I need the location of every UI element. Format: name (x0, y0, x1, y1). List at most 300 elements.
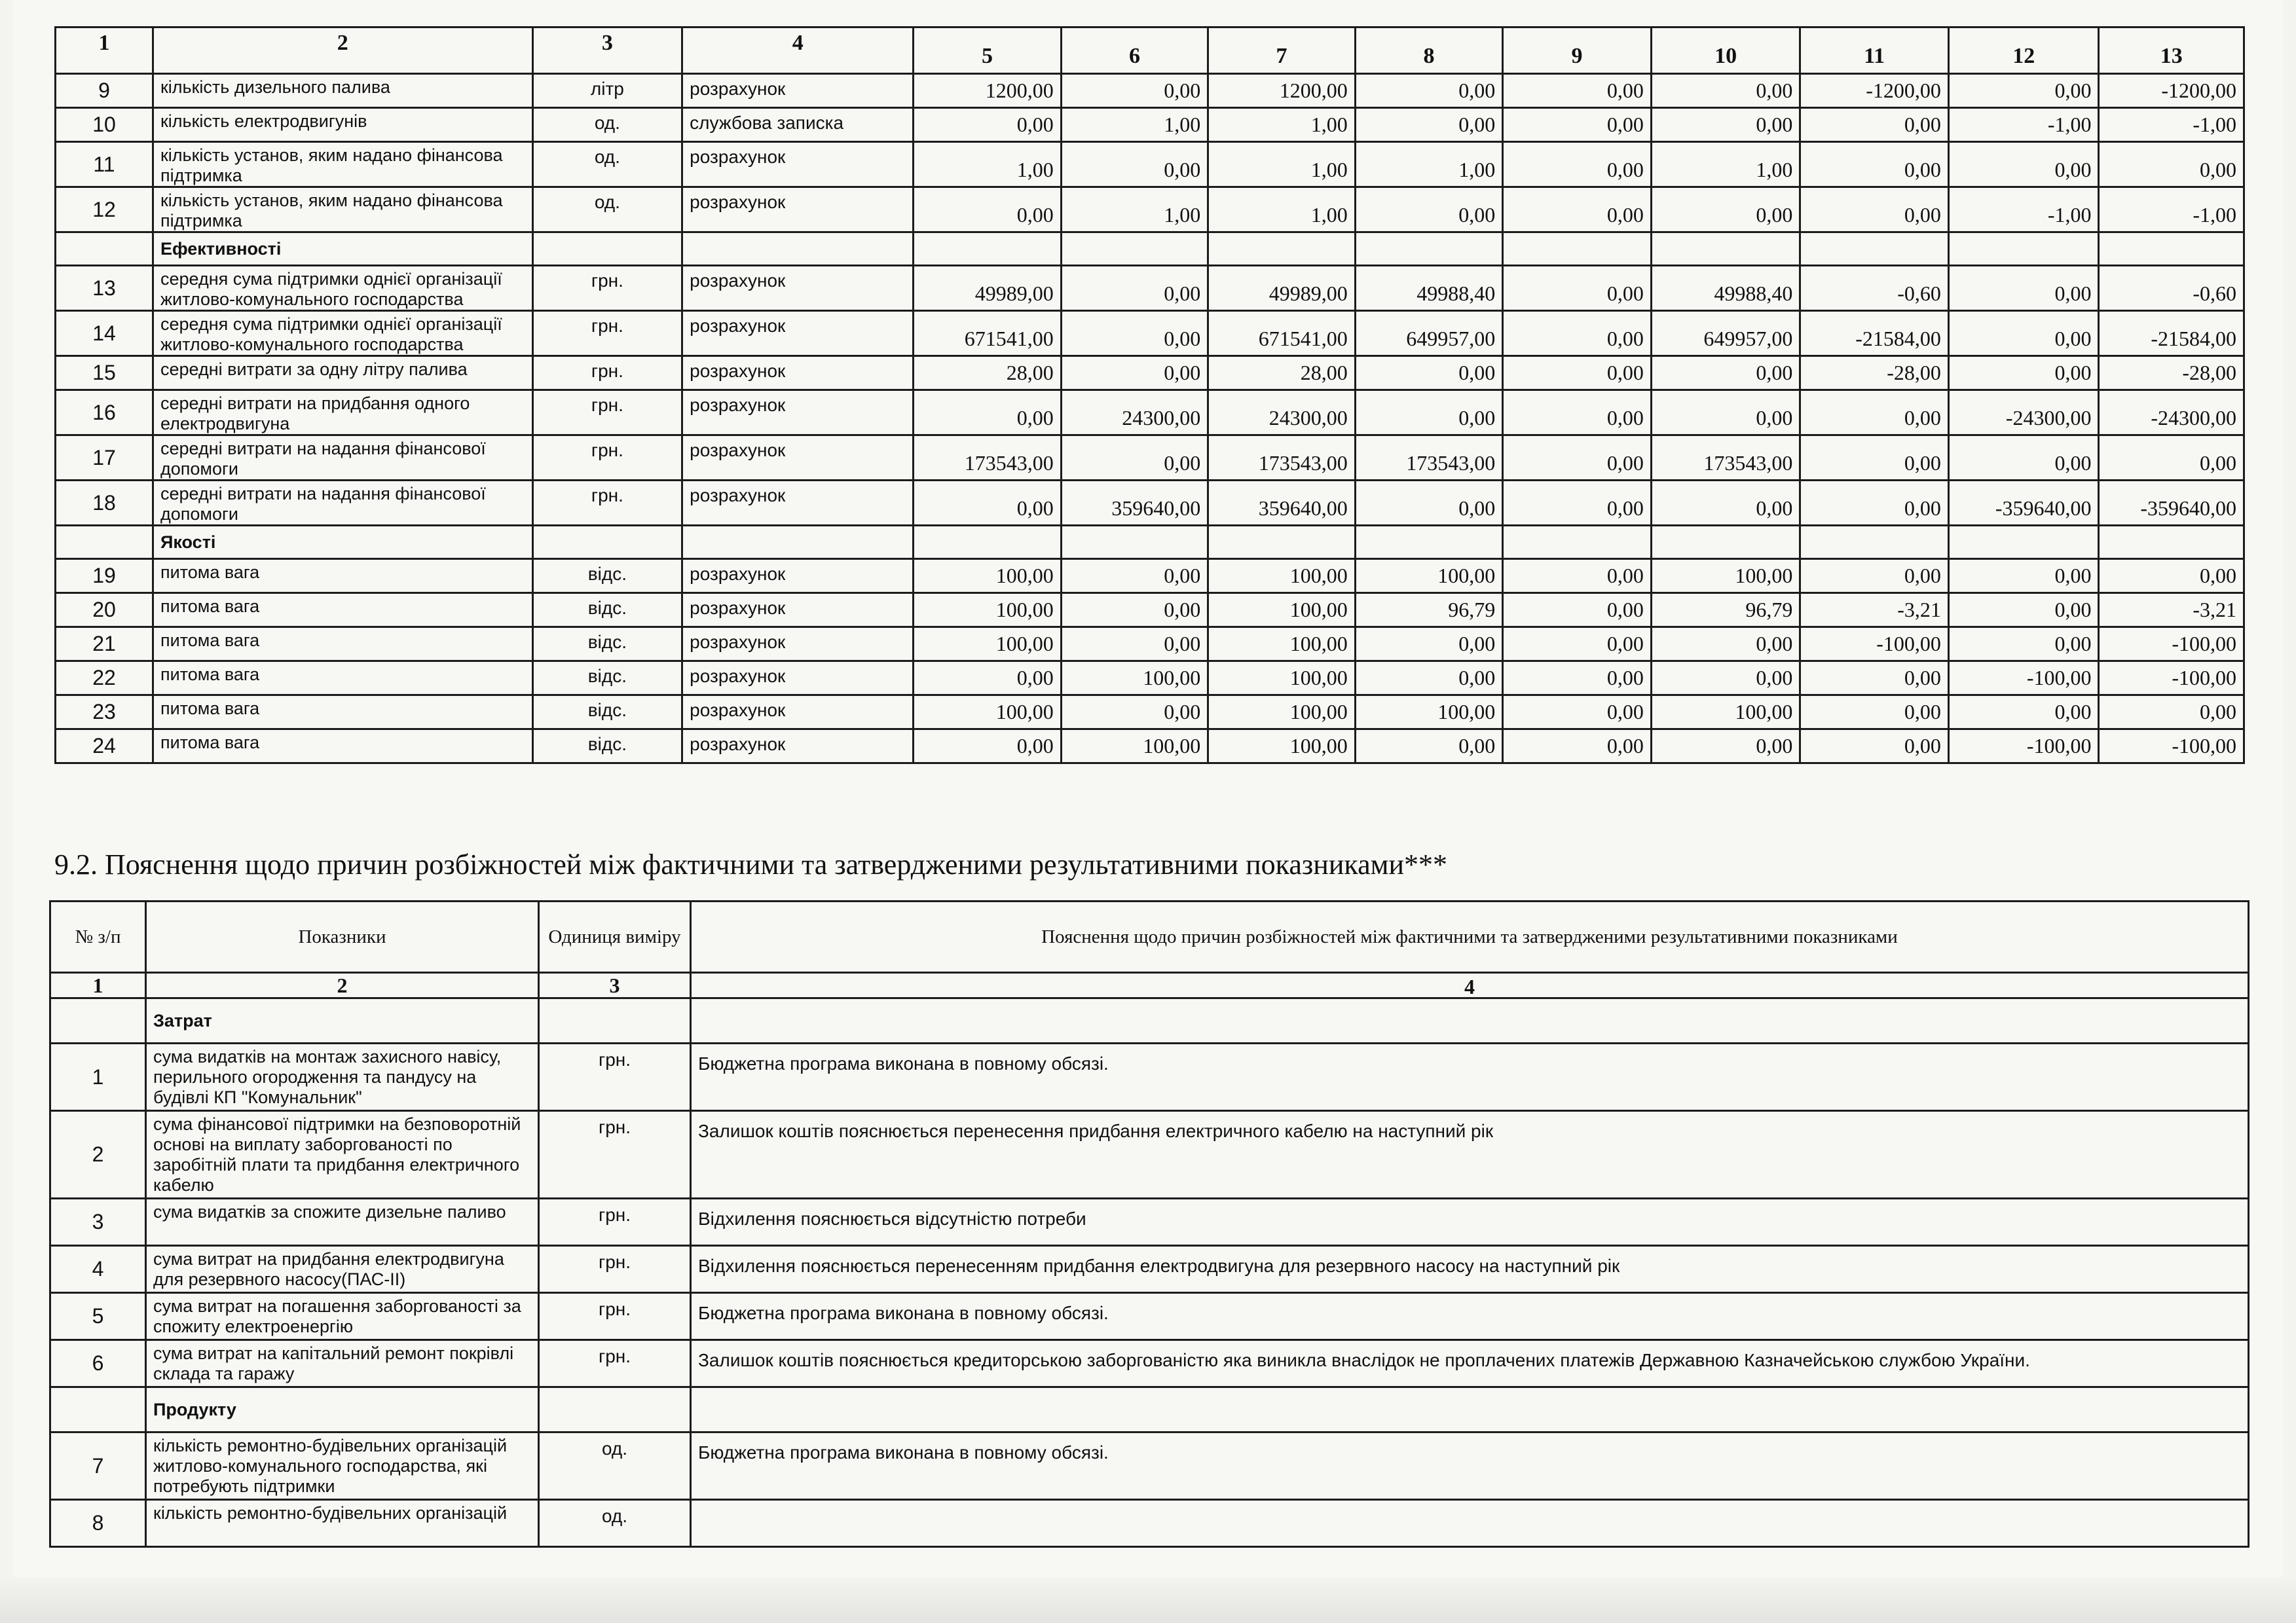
empty-cell (1208, 526, 1356, 559)
value-cell-col13: -100,00 (2099, 627, 2244, 661)
value-cell-col10: 0,00 (1651, 108, 1800, 142)
value-cell-col9: 0,00 (1503, 695, 1652, 729)
value-cell-col7: 100,00 (1208, 661, 1356, 695)
row-number: 21 (56, 627, 153, 661)
value-cell-col7: 1200,00 (1208, 74, 1356, 108)
value-cell-col7: 100,00 (1208, 559, 1356, 593)
value-cell-col5: 100,00 (914, 695, 1062, 729)
value-cell-col9: 0,00 (1503, 74, 1652, 108)
indicator-name: сума видатків за спожите дизельне паливо (146, 1199, 539, 1246)
value-cell-col6: 0,00 (1061, 695, 1208, 729)
source-cell: розрахунок (682, 266, 914, 311)
section-row (50, 1387, 2249, 1432)
explanation-cell: Відхилення пояснюється відсутністю потреби (691, 1199, 2249, 1246)
value-cell-col13: -0,60 (2099, 266, 2244, 311)
value-cell-col8: 0,00 (1355, 187, 1503, 232)
unit-cell: грн. (532, 266, 682, 311)
value-cell-col13: -21584,00 (2099, 311, 2244, 356)
value-cell-col5: 671541,00 (914, 311, 1062, 356)
indicators-table (54, 26, 2245, 764)
indicator-name: питома вага (153, 593, 532, 627)
row-number: 15 (56, 356, 153, 390)
value-cell-col8: 0,00 (1355, 729, 1503, 763)
value-cell-col13: -100,00 (2099, 661, 2244, 695)
colnum-4-cell (691, 973, 2249, 1044)
value-cell-col13: -1,00 (2099, 108, 2244, 142)
value-cell-col5: 100,00 (914, 627, 1062, 661)
empty-cell (532, 232, 682, 266)
value-cell-col11: 0,00 (1800, 695, 1949, 729)
value-cell-col11: 0,00 (1800, 729, 1949, 763)
colnum-2: 2 (146, 973, 539, 998)
unit-cell: грн. (539, 1293, 691, 1340)
explanation-cell: Залишок коштів пояснюється перенесення придбання електричного кабелю на наступний рік (691, 1111, 2249, 1199)
header-col-12: 12 (1948, 27, 2099, 74)
row-number: 22 (56, 661, 153, 695)
empty-cell (539, 998, 691, 1044)
table-row (50, 1340, 2249, 1387)
value-cell-col5: 173543,00 (914, 435, 1062, 481)
table-row (56, 661, 2244, 695)
empty-cell (539, 1387, 691, 1432)
value-cell-col5: 1,00 (914, 142, 1062, 187)
value-cell-col8: 100,00 (1355, 559, 1503, 593)
row-number: 19 (56, 559, 153, 593)
indicator-name: кількість електродвигунів (153, 108, 532, 142)
value-cell-col11: -1200,00 (1800, 74, 1949, 108)
empty-cell (56, 526, 153, 559)
section-name: Продукту (146, 1387, 539, 1432)
explanation-cell: Відхилення пояснюється перенесенням придбання електродвигуна для резервного насосу на наступний рік (691, 1246, 2249, 1293)
source-cell: службова записка (682, 108, 914, 142)
value-cell-col10: 0,00 (1651, 187, 1800, 232)
colnum-4: 4 (692, 974, 2248, 999)
value-cell-col13: -1,00 (2099, 187, 2244, 232)
row-number: 2 (50, 1111, 146, 1199)
header-col-2: 2 (153, 27, 532, 74)
empty-cell (50, 1387, 146, 1432)
value-cell-col11: 0,00 (1800, 559, 1949, 593)
source-cell: розрахунок (682, 390, 914, 435)
value-cell-col9: 0,00 (1503, 108, 1652, 142)
value-cell-col12: -1,00 (1948, 108, 2099, 142)
empty-cell (2099, 526, 2244, 559)
empty-cell (1503, 232, 1652, 266)
indicator-name: кількість ремонтно-будівельних організацій (146, 1500, 539, 1547)
value-cell-col7: 100,00 (1208, 729, 1356, 763)
indicator-name: питома вага (153, 695, 532, 729)
unit-cell: відс. (532, 627, 682, 661)
table-row (56, 187, 2244, 232)
value-cell-col6: 100,00 (1061, 729, 1208, 763)
indicator-name: питома вага (153, 661, 532, 695)
value-cell-col9: 0,00 (1503, 390, 1652, 435)
empty-cell (914, 232, 1062, 266)
table-row (56, 695, 2244, 729)
value-cell-col7: 100,00 (1208, 593, 1356, 627)
value-cell-col7: 173543,00 (1208, 435, 1356, 481)
table-row (56, 729, 2244, 763)
unit-cell: відс. (532, 559, 682, 593)
indicator-name: сума фінансової підтримки на безповоротній основі на виплату заборгованості по заробітній плати та придбання електричного кабелю (146, 1111, 539, 1199)
section-name: Ефективності (153, 232, 532, 266)
value-cell-col6: 1,00 (1061, 187, 1208, 232)
row-number: 13 (56, 266, 153, 311)
value-cell-col11: 0,00 (1800, 661, 1949, 695)
value-cell-col8: 0,00 (1355, 627, 1503, 661)
source-cell: розрахунок (682, 187, 914, 232)
scan-bottom-edge (0, 1577, 2296, 1623)
row-number: 5 (50, 1293, 146, 1340)
colnum-3: 3 (539, 973, 691, 998)
empty-cell (1061, 526, 1208, 559)
value-cell-col5: 49989,00 (914, 266, 1062, 311)
row-number: 20 (56, 593, 153, 627)
row-number: 3 (50, 1199, 146, 1246)
table-row (56, 356, 2244, 390)
value-cell-col9: 0,00 (1503, 559, 1652, 593)
unit-cell: грн. (539, 1199, 691, 1246)
colnum-1: 1 (50, 973, 146, 998)
value-cell-col6: 0,00 (1061, 593, 1208, 627)
value-cell-col8: 649957,00 (1355, 311, 1503, 356)
unit-cell: грн. (532, 311, 682, 356)
row-number: 10 (56, 108, 153, 142)
value-cell-col10: 49988,40 (1651, 266, 1800, 311)
indicator-name: питома вага (153, 627, 532, 661)
unit-cell: грн. (539, 1340, 691, 1387)
value-cell-col5: 28,00 (914, 356, 1062, 390)
table-row (56, 559, 2244, 593)
row-number: 11 (56, 142, 153, 187)
value-cell-col7: 1,00 (1208, 108, 1356, 142)
section-name: Затрат (146, 998, 539, 1044)
table-row (50, 1044, 2249, 1111)
indicator-name: сума витрат на капітальний ремонт покрівлі склада та гаражу (146, 1340, 539, 1387)
empty-cell (2099, 232, 2244, 266)
explanations-table (49, 900, 2250, 1548)
table-row (56, 627, 2244, 661)
empty-cell (691, 1387, 2249, 1432)
empty-cell (682, 526, 914, 559)
unit-cell: літр (532, 74, 682, 108)
table-row (50, 1500, 2249, 1547)
value-cell-col6: 0,00 (1061, 74, 1208, 108)
value-cell-col12: -100,00 (1948, 661, 2099, 695)
value-cell-col12: 0,00 (1948, 311, 2099, 356)
value-cell-col11: 0,00 (1800, 481, 1949, 526)
value-cell-col13: 0,00 (2099, 695, 2244, 729)
value-cell-col12: -359640,00 (1948, 481, 2099, 526)
value-cell-col8: 96,79 (1355, 593, 1503, 627)
explanation-cell: Залишок коштів пояснюється кредиторською заборгованістю яка виникла внаслідок не проплачених платежів Державною Казначейською службою України. (691, 1340, 2249, 1387)
header-unit: Одиниця виміру (539, 902, 691, 973)
source-cell: розрахунок (682, 311, 914, 356)
empty-cell (914, 526, 1062, 559)
explanation-cell (691, 1500, 2249, 1547)
empty-cell (1355, 526, 1503, 559)
value-cell-col7: 100,00 (1208, 627, 1356, 661)
value-cell-col11: 0,00 (1800, 142, 1949, 187)
unit-cell: грн. (532, 356, 682, 390)
header-col-5: 5 (914, 27, 1062, 74)
value-cell-col11: -21584,00 (1800, 311, 1949, 356)
value-cell-col6: 0,00 (1061, 627, 1208, 661)
value-cell-col5: 0,00 (914, 729, 1062, 763)
value-cell-col11: 0,00 (1800, 108, 1949, 142)
explanation-cell: Бюджетна програма виконана в повному обсязі. (691, 1044, 2249, 1111)
row-number: 18 (56, 481, 153, 526)
explanation-cell: Бюджетна програма виконана в повному обсязі. (691, 1432, 2249, 1500)
source-cell: розрахунок (682, 74, 914, 108)
empty-cell (1355, 232, 1503, 266)
value-cell-col12: 0,00 (1948, 142, 2099, 187)
value-cell-col7: 1,00 (1208, 142, 1356, 187)
row-number: 6 (50, 1340, 146, 1387)
section-name: Якості (153, 526, 532, 559)
header-col-7: 7 (1208, 27, 1356, 74)
value-cell-col6: 0,00 (1061, 266, 1208, 311)
value-cell-col7: 359640,00 (1208, 481, 1356, 526)
header-col-3: 3 (532, 27, 682, 74)
source-cell: розрахунок (682, 142, 914, 187)
value-cell-col7: 49989,00 (1208, 266, 1356, 311)
header-col-4: 4 (682, 27, 914, 74)
value-cell-col9: 0,00 (1503, 356, 1652, 390)
value-cell-col6: 0,00 (1061, 435, 1208, 481)
row-number: 23 (56, 695, 153, 729)
value-cell-col6: 0,00 (1061, 142, 1208, 187)
source-cell: розрахунок (682, 356, 914, 390)
value-cell-col10: 1,00 (1651, 142, 1800, 187)
value-cell-col10: 96,79 (1651, 593, 1800, 627)
table-row (50, 1246, 2249, 1293)
unit-cell: грн. (532, 390, 682, 435)
table-row (56, 108, 2244, 142)
value-cell-col9: 0,00 (1503, 266, 1652, 311)
indicator-name: кількість дизельного палива (153, 74, 532, 108)
value-cell-col11: 0,00 (1800, 435, 1949, 481)
indicator-name: сума видатків на монтаж захисного навісу, перильного огородження та пандусу на будівлі КП "Комунальник" (146, 1044, 539, 1111)
section-title: 9.2. Пояснення щодо причин розбіжностей між фактичними та затвердженими результативними показниками*** (54, 848, 1447, 881)
value-cell-col8: 0,00 (1355, 356, 1503, 390)
value-cell-col5: 0,00 (914, 390, 1062, 435)
value-cell-col12: 0,00 (1948, 627, 2099, 661)
indicator-name: середні витрати на надання фінансової допомоги (153, 435, 532, 481)
row-number: 7 (50, 1432, 146, 1500)
section-row (56, 232, 2244, 266)
value-cell-col11: 0,00 (1800, 390, 1949, 435)
value-cell-col10: 0,00 (1651, 481, 1800, 526)
row-number: 17 (56, 435, 153, 481)
row-number: 14 (56, 311, 153, 356)
table2-colnum-row (50, 973, 2249, 998)
value-cell-col7: 1,00 (1208, 187, 1356, 232)
empty-cell (1651, 526, 1800, 559)
value-cell-col10: 100,00 (1651, 695, 1800, 729)
value-cell-col9: 0,00 (1503, 187, 1652, 232)
indicator-name: сума витрат на погашення заборгованості за спожиту електроенергію (146, 1293, 539, 1340)
value-cell-col13: -1200,00 (2099, 74, 2244, 108)
table-row (50, 1293, 2249, 1340)
header-col-10: 10 (1651, 27, 1800, 74)
header-col-11: 11 (1800, 27, 1949, 74)
value-cell-col7: 671541,00 (1208, 311, 1356, 356)
value-cell-col6: 100,00 (1061, 661, 1208, 695)
value-cell-col13: 0,00 (2099, 435, 2244, 481)
table-row (56, 481, 2244, 526)
value-cell-col9: 0,00 (1503, 729, 1652, 763)
empty-cell (1503, 526, 1652, 559)
value-cell-col8: 173543,00 (1355, 435, 1503, 481)
section-row (56, 526, 2244, 559)
value-cell-col8: 0,00 (1355, 108, 1503, 142)
indicator-name: кількість ремонтно-будівельних організацій житлово-комунального господарства, які потребують підтримки (146, 1432, 539, 1500)
value-cell-col12: 0,00 (1948, 559, 2099, 593)
source-cell: розрахунок (682, 435, 914, 481)
value-cell-col10: 0,00 (1651, 74, 1800, 108)
table-row (56, 435, 2244, 481)
unit-cell: відс. (532, 593, 682, 627)
unit-cell: од. (532, 187, 682, 232)
indicator-name: кількість установ, яким надано фінансова підтримка (153, 142, 532, 187)
value-cell-col12: 0,00 (1948, 266, 2099, 311)
empty-cell (1800, 526, 1949, 559)
unit-cell: од. (539, 1500, 691, 1547)
indicator-name: питома вага (153, 729, 532, 763)
value-cell-col10: 0,00 (1651, 661, 1800, 695)
value-cell-col13: -359640,00 (2099, 481, 2244, 526)
value-cell-col9: 0,00 (1503, 311, 1652, 356)
header-num: № з/п (50, 902, 146, 973)
empty-cell (1061, 232, 1208, 266)
value-cell-col8: 0,00 (1355, 661, 1503, 695)
value-cell-col8: 49988,40 (1355, 266, 1503, 311)
value-cell-col10: 0,00 (1651, 356, 1800, 390)
source-cell: розрахунок (682, 481, 914, 526)
value-cell-col10: 649957,00 (1651, 311, 1800, 356)
value-cell-col11: -0,60 (1800, 266, 1949, 311)
empty-cell (1948, 232, 2099, 266)
value-cell-col6: 24300,00 (1061, 390, 1208, 435)
header-indicator: Показники (146, 902, 539, 973)
unit-cell: грн. (539, 1044, 691, 1111)
value-cell-col8: 0,00 (1355, 481, 1503, 526)
header-explanation: Пояснення щодо причин розбіжностей між фактичними та затвердженими результативними показниками (691, 902, 2249, 973)
indicator-name: середні витрати на надання фінансової допомоги (153, 481, 532, 526)
table-row (50, 1432, 2249, 1500)
value-cell-col12: 0,00 (1948, 593, 2099, 627)
unit-cell: грн. (532, 481, 682, 526)
table1-header-row (56, 27, 2244, 74)
empty-cell (1651, 232, 1800, 266)
value-cell-col6: 1,00 (1061, 108, 1208, 142)
source-cell: розрахунок (682, 593, 914, 627)
unit-cell: од. (532, 142, 682, 187)
row-number: 16 (56, 390, 153, 435)
value-cell-col10: 173543,00 (1651, 435, 1800, 481)
value-cell-col6: 0,00 (1061, 356, 1208, 390)
empty-cell (1800, 232, 1949, 266)
row-number: 4 (50, 1246, 146, 1293)
value-cell-col6: 0,00 (1061, 311, 1208, 356)
value-cell-col12: -100,00 (1948, 729, 2099, 763)
indicator-name: питома вага (153, 559, 532, 593)
table-row (56, 266, 2244, 311)
value-cell-col9: 0,00 (1503, 593, 1652, 627)
empty-cell (1948, 526, 2099, 559)
empty-cell (56, 232, 153, 266)
value-cell-col13: -28,00 (2099, 356, 2244, 390)
value-cell-col7: 100,00 (1208, 695, 1356, 729)
header-col-13: 13 (2099, 27, 2244, 74)
value-cell-col10: 0,00 (1651, 390, 1800, 435)
unit-cell: відс. (532, 661, 682, 695)
value-cell-col10: 100,00 (1651, 559, 1800, 593)
indicator-name: середні витрати на придбання одного електродвигуна (153, 390, 532, 435)
value-cell-col12: -1,00 (1948, 187, 2099, 232)
table-row (56, 390, 2244, 435)
indicator-name: середня сума підтримки однієї організації житлово-комунального господарства (153, 266, 532, 311)
value-cell-col9: 0,00 (1503, 481, 1652, 526)
value-cell-col5: 0,00 (914, 661, 1062, 695)
value-cell-col9: 0,00 (1503, 661, 1652, 695)
table2-header-row (50, 902, 2249, 973)
value-cell-col12: -24300,00 (1948, 390, 2099, 435)
value-cell-col8: 0,00 (1355, 74, 1503, 108)
value-cell-col11: 0,00 (1800, 187, 1949, 232)
value-cell-col10: 0,00 (1651, 729, 1800, 763)
empty-cell (1208, 232, 1356, 266)
value-cell-col13: 0,00 (2099, 142, 2244, 187)
value-cell-col5: 100,00 (914, 593, 1062, 627)
row-number: 12 (56, 187, 153, 232)
value-cell-col5: 0,00 (914, 108, 1062, 142)
table-row (56, 311, 2244, 356)
source-cell: розрахунок (682, 661, 914, 695)
row-number: 8 (50, 1500, 146, 1547)
table-row (56, 593, 2244, 627)
value-cell-col13: -3,21 (2099, 593, 2244, 627)
source-cell: розрахунок (682, 729, 914, 763)
value-cell-col11: -28,00 (1800, 356, 1949, 390)
table-row (50, 1111, 2249, 1199)
value-cell-col11: -3,21 (1800, 593, 1949, 627)
unit-cell: грн. (532, 435, 682, 481)
value-cell-col9: 0,00 (1503, 142, 1652, 187)
table-row (56, 142, 2244, 187)
empty-cell (682, 232, 914, 266)
source-cell: розрахунок (682, 627, 914, 661)
value-cell-col5: 1200,00 (914, 74, 1062, 108)
table-row (50, 1199, 2249, 1246)
source-cell: розрахунок (682, 559, 914, 593)
value-cell-col9: 0,00 (1503, 627, 1652, 661)
unit-cell: відс. (532, 695, 682, 729)
unit-cell: грн. (539, 1111, 691, 1199)
empty-cell (532, 526, 682, 559)
indicator-name: кількість установ, яким надано фінансова підтримка (153, 187, 532, 232)
empty-cell (50, 998, 146, 1044)
value-cell-col13: -24300,00 (2099, 390, 2244, 435)
value-cell-col9: 0,00 (1503, 435, 1652, 481)
value-cell-col5: 0,00 (914, 187, 1062, 232)
value-cell-col11: -100,00 (1800, 627, 1949, 661)
value-cell-col13: -100,00 (2099, 729, 2244, 763)
value-cell-col12: 0,00 (1948, 356, 2099, 390)
header-col-8: 8 (1355, 27, 1503, 74)
value-cell-col12: 0,00 (1948, 435, 2099, 481)
